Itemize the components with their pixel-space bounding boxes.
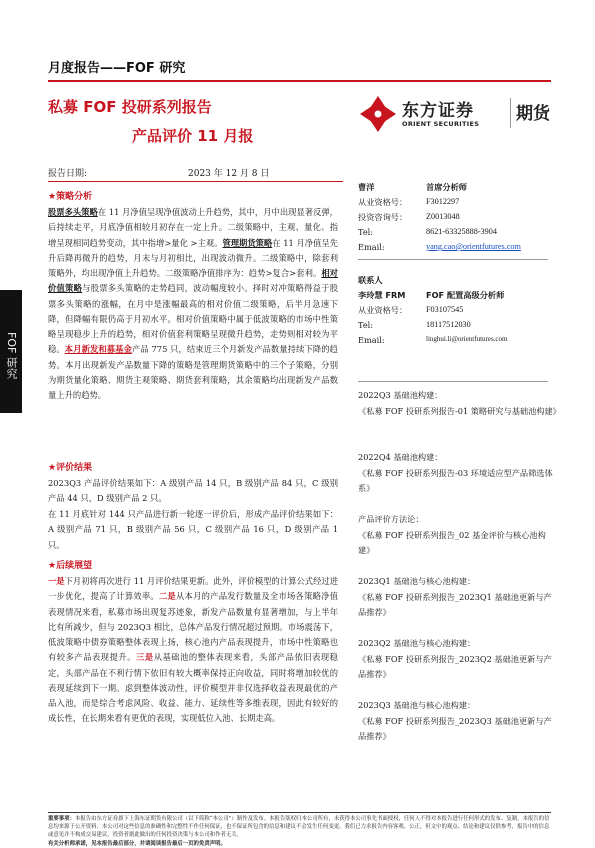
related-report-item[interactable] — [358, 450, 558, 497]
analyst-row-value: 8621-63325888-3904 — [426, 227, 497, 236]
related-report-title: 《私募 FOF 投研系列报告-03 环境适应型产品筛选体系》 — [358, 467, 553, 493]
outlook-text — [48, 574, 338, 727]
text-run: 从基础池的整体表现来看，头部产品依旧表现稳定，头部产品在不利行情下依旧有较大概率保持正向收益，同时将增加较优的表现延续到下一期。虑到整体波动性，评价模型并非仅选择收益表现最优的产品入池，而是综合考虑风险、收益、能力、延续性等多维表现，因此有较好的成长性，在长期来看有更优的表现，实现低位入池、长期走高。 — [48, 652, 338, 724]
section-heading-evaluation: ★评价结果 — [48, 463, 93, 473]
related-report-title: 《私募 FOF 投研系列报告_2023Q1 基础池更新与产品推荐》 — [358, 591, 552, 617]
logo-name-cn: 东方证券 — [402, 101, 474, 121]
report-date — [48, 166, 348, 179]
related-report-item[interactable] — [358, 574, 558, 621]
point-marker: 二是 — [158, 591, 177, 602]
text-run: 与股票多头策略的走势趋同，波动幅度较小。择时对冲策略得益于股票多头策略的涨幅，在月中是涨幅最高的相对价值二级策略，后半月急速下降，但降幅有限仍高于月初水平。相对价值策略中属于低波策略的市场中性策略呈现稳步上升的趋势，相对价值套利策略呈现微升趋势，走势则相对较为平稳。 — [48, 283, 338, 355]
contact-row-key: 从业资格号： — [358, 305, 408, 315]
report-series: 私募 FOF 投研系列报告 — [48, 98, 212, 116]
contact-row-value: F03107545 — [426, 305, 464, 314]
contact-row-key: Email: — [358, 335, 385, 345]
section-heading-outlook: ★后续展望 — [48, 561, 93, 571]
disclaimer-body: 本报告由东方证券旗下上海东证期货有限公司（以下简称“本公司”）制作及发布。本报告版权归本公司所有，未获得本公司事先书面授权，任何人不得对本报告进行任何形式的发布、复制。本报告的信息均来源于公开资料，本公司对这些信息的准确性和完整性不作任何保证，也不保证所包含的信息和建议不会发生任何变更。我们已力求报告内容客观、公正，但文中的观点、结论和建议仅供参考，报告中的信息或意见并不构成交易建议，投资者据此做出的任何投资决策与本公司和作者无关。 — [48, 816, 550, 839]
contact-heading: 联系人 — [358, 275, 383, 285]
analyst-row-key: Tel: — [358, 227, 374, 237]
related-report-label: 2022Q4 基础池构建： — [358, 452, 443, 462]
related-report-label: 2023Q1 基础池与核心池构建： — [358, 576, 476, 586]
strategy-keyword: 股票多头策略 — [48, 207, 98, 217]
strategy-keyword: 相对价值策略 — [48, 268, 338, 294]
contact-row — [358, 305, 558, 319]
orient-logo-icon — [358, 94, 398, 134]
strategy-keyword: 管理期货策略 — [222, 237, 273, 248]
logo-name-en: ORIENT SECURITIES — [402, 120, 480, 128]
related-report-label: 产品评价方法论： — [358, 514, 424, 524]
related-report-title: 《私募 FOF 投研系列报告_2023Q3 基础池更新与产品推荐》 — [358, 715, 552, 741]
contact-name: 李玲慧 FRM — [358, 290, 406, 300]
footer-divider — [48, 812, 551, 813]
logo-separator — [510, 98, 511, 128]
analyst-email-link[interactable]: yang.cao@orientfutures.com — [426, 242, 521, 251]
text-run: 产品 775 只，结束近三个月新发产品数量持续下降的趋势。本月出现新发产品数量下降的策略是管理期货策略中的三个子策略，分别为期货量化策略、期货主观策略、期货套利策略，其余策略均出现新发产品数量上升的趋势。 — [48, 344, 338, 400]
related-report-label: 2022Q3 基础池构建： — [358, 390, 443, 400]
text-run: 从本月的产品发行数量及全市场各策略净值表现情况来看，私募市场出现复苏迹象，新发产品数量有显著增加，与上半年比有所减少，但与 2023Q3 相比，总体产品发行情况超过预期。市场震荡下，低波策略中债券策略整体表现上扬，核心池内产品表现提升，市场中性策略也有较多产品表现提升。 — [48, 591, 338, 663]
analyst-divider — [358, 259, 548, 260]
disclaimer-final: 有关分析师承诺，见本报告最后部分，并请阅读报告最后一页的免责声明。 — [48, 840, 226, 847]
related-report-label: 2023Q3 基础池与核心池构建： — [358, 700, 476, 710]
contact-divider — [358, 381, 548, 382]
analyst-row-value: F3012297 — [426, 197, 460, 206]
contact-row — [358, 320, 558, 334]
report-title: 产品评价 11 月报 — [132, 127, 254, 145]
logo-division: 期货 — [516, 104, 550, 124]
contact-heading-row — [358, 275, 558, 289]
disclaimer-label: 重要事项： — [48, 816, 75, 822]
point-marker: 三是 — [136, 652, 154, 663]
related-report-item[interactable] — [358, 636, 558, 683]
section-heading-strategy: ★策略分析 — [48, 192, 93, 202]
analyst-row — [358, 242, 558, 256]
analyst-row-value: Z0013048 — [426, 212, 460, 221]
analyst-row-key: 从业资格号： — [358, 197, 408, 207]
contact-email[interactable]: linghui.li@orientfutures.com — [426, 335, 508, 343]
date-divider — [48, 181, 343, 182]
related-report-item[interactable] — [358, 388, 561, 419]
analyst-row — [358, 212, 558, 226]
company-logo — [358, 94, 558, 134]
analyst-row — [358, 197, 558, 211]
related-report-title: 《私募 FOF 投研系列报告-01 策略研究与基础池构建》 — [358, 405, 561, 416]
related-report-title: 《私募 FOF 投研系列报告_02 基金评价与核心池构建》 — [358, 529, 546, 555]
highlight-keyword: 本月新发和募基金 — [64, 344, 132, 355]
contact-row — [358, 335, 558, 349]
text-run: 在 11 月净值呈先升后降再微升的趋势，月末与月初相比，出现波动微升。二级策略中，除套利策略外，均出现净值上升趋势。二级策略净值排序为：趋势>复合>套利。 — [48, 237, 338, 278]
disclaimer — [48, 815, 551, 848]
header-divider — [48, 80, 551, 82]
contact-header — [358, 290, 558, 304]
analyst-name: 曹洋 — [358, 182, 375, 192]
report-date-label: 报告日期: — [48, 169, 88, 179]
evaluation-paragraph-1: 2023Q3 产品评价结果如下：A 级别产品 14 只，B 级别产品 84 只，C 级别产品 44 只，D 级别产品 2 只。 — [48, 478, 338, 504]
contact-row-key: Tel: — [358, 320, 374, 330]
analyst-row-key: Email: — [358, 242, 385, 252]
text-run: 在 11 月净值呈现净值波动上升趋势，其中，月中出现显著反弹，后持续走平，月底净值相较月初存在一定上升。二级策略中，主观、量化、指增呈现相同趋势变动，其中指增>量化 >主观。 — [48, 207, 338, 248]
analyst-row — [358, 227, 558, 241]
header-title: 月度报告——FOF 研究 — [48, 61, 186, 76]
analyst-row-key: 投资咨询号： — [358, 212, 408, 222]
strategy-analysis-text — [48, 205, 338, 403]
analyst-header — [358, 182, 558, 196]
contact-role: FOF 配置高级分析师 — [426, 290, 505, 300]
contact-row-value: 18117512030 — [426, 320, 471, 329]
text-run: 下月初将再次进行 11 月评价结果更新。此外，评价模型的计算公式经过进一步优化，提高了计算效率。 — [48, 576, 338, 602]
analyst-role: 首席分析师 — [426, 182, 467, 192]
related-report-title: 《私募 FOF 投研系列报告_2023Q2 基础池更新与产品推荐》 — [358, 653, 552, 679]
related-report-item[interactable] — [358, 512, 558, 559]
report-date-value: 2023 年 12 月 8 日 — [188, 169, 270, 179]
related-report-label: 2023Q2 基础池与核心池构建： — [358, 638, 476, 648]
related-report-item[interactable] — [358, 698, 558, 745]
point-marker: 一是 — [48, 576, 65, 586]
evaluation-paragraph-2: 在 11 月底针对 144 只产品进行新一轮逐一评价后，形成产品评价结果如下：A 级别产品 71 只，B 级别产品 56 只，C 级别产品 16 只，D 级别产品 1 只。 — [48, 509, 338, 550]
sidebar-tab-label: FOF 研究 — [5, 332, 18, 379]
